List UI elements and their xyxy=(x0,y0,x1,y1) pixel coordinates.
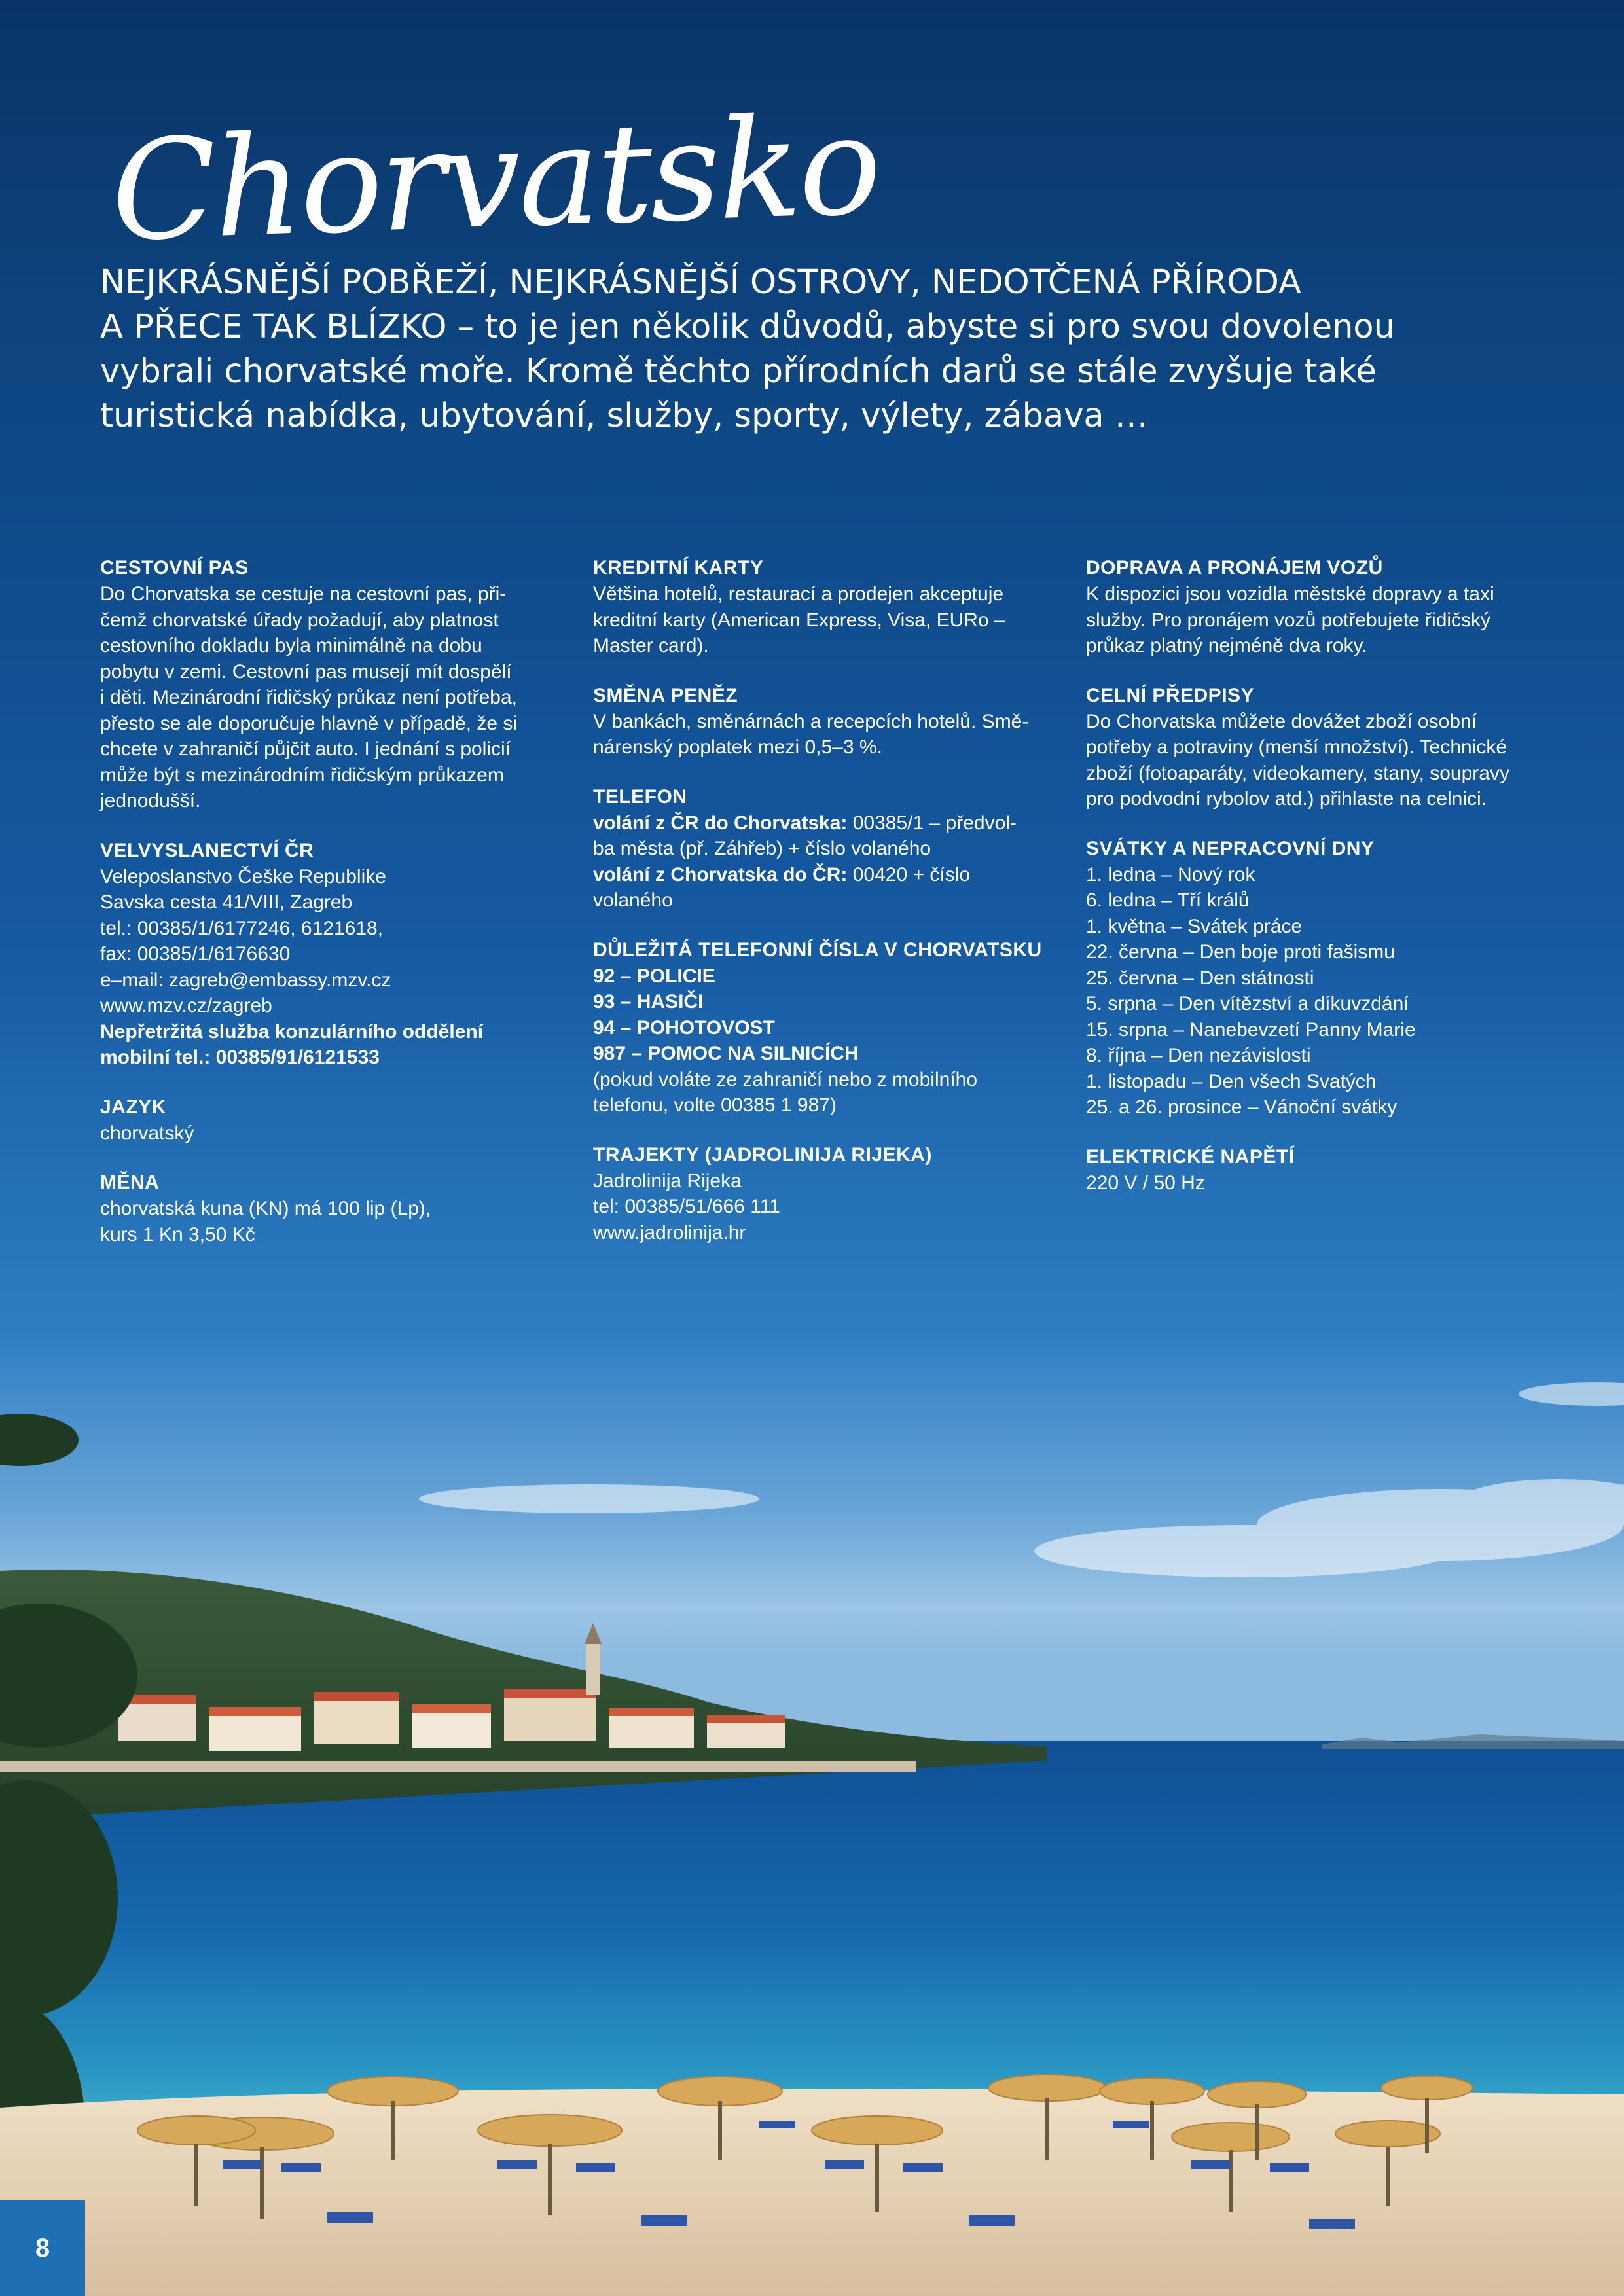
text-line: kreditní karty (American Express, Visa, EURo – xyxy=(593,609,1005,631)
lead-paragraph xyxy=(100,260,1409,439)
section-smena-penez xyxy=(593,683,1051,761)
text-line: pro podvodní rybolov atd.) přihlaste na celnici. xyxy=(1086,788,1487,810)
holiday-line: 8. října – Den nezávislosti xyxy=(1086,1045,1311,1066)
section-heading: KREDITNÍ KARTY xyxy=(593,557,764,579)
holiday-line: 15. srpna – Nanebevzetí Panny Marie xyxy=(1086,1018,1416,1041)
text-line: může být s mezinárodním řidičským průkazem xyxy=(100,764,504,786)
section-jazyk xyxy=(100,1094,558,1147)
website-text: www.jadrolinija.hr xyxy=(593,1221,746,1244)
holiday-line: 6. ledna – Tří králů xyxy=(1086,889,1250,911)
text-line: (pokud voláte ze zahraničí nebo z mobilního xyxy=(593,1068,978,1090)
text-line-bold: Nepřetržitá služba konzulárního oddělení xyxy=(100,1020,484,1043)
section-heading: MĚNA xyxy=(100,1172,160,1193)
text-span: 00385/1 – předvol- xyxy=(847,812,1017,834)
lead-line: NEJKRÁSNĚJŠÍ POBŘEŽÍ, NEJKRÁSNĚJŠÍ OSTROVY, NEDOTČENÁ PŘÍRODA xyxy=(100,263,1301,302)
section-heading: ELEKTRICKÉ NAPĚTÍ xyxy=(1086,1145,1295,1168)
text-line: potřeby a potraviny (menší množství). Technické xyxy=(1086,736,1507,758)
email-text: e–mail: zagreb@embassy.mzv.cz xyxy=(100,969,391,991)
section-heading: SMĚNA PENĚZ xyxy=(593,684,738,706)
page-number: 8 xyxy=(0,2200,85,2296)
holiday-line: 1. listopadu – Den všech Svatých xyxy=(1086,1070,1377,1092)
text-line: Do Chorvatska můžete dovážet zboží osobní xyxy=(1086,710,1477,732)
section-svatky xyxy=(1086,836,1544,1121)
section-heading: DOPRAVA A PRONÁJEM VOZŮ xyxy=(1086,557,1383,579)
text-line: zboží (fotoaparáty, videokamery, stany, soupravy xyxy=(1086,762,1509,784)
text-line xyxy=(593,862,1051,888)
lead-line: A PŘECE TAK BLÍZKO – to je jen několik důvodů, abyste si pro svou dovolenou xyxy=(100,308,1395,346)
text-line: cestovního dokladu byla minimálně na dobu xyxy=(100,635,482,656)
text-line: tel.: 00385/1/6177246, 6121618, xyxy=(100,917,384,939)
text-line: 220 V / 50 Hz xyxy=(1086,1172,1205,1194)
holiday-line: 5. srpna – Den vítězství a díkuvzdání xyxy=(1086,993,1409,1014)
text-line: tel: 00385/51/666 111 xyxy=(593,1196,780,1217)
section-heading: VELVYSLANECTVÍ ČR xyxy=(100,839,314,861)
holiday-line: 1. května – Svátek práce xyxy=(1086,915,1303,937)
section-heading: TRAJEKTY (JADROLINIJA RIJEKA) xyxy=(593,1143,932,1166)
text-line xyxy=(593,810,1051,836)
holiday-line: 1. ledna – Nový rok xyxy=(1086,863,1255,886)
text-line: pobytu v zemi. Cestovní pas musejí mít dospělí xyxy=(100,660,512,683)
text-line-bold: mobilní tel.: 00385/91/6121533 xyxy=(100,1047,380,1068)
section-celni-predpisy xyxy=(1086,683,1544,812)
emergency-number: 987 – POMOC NA SILNICÍCH xyxy=(593,1043,859,1064)
section-telefon xyxy=(593,784,1051,914)
text-line: Savska cesta 41/VIII, Zagreb xyxy=(100,891,353,913)
text-line: ba města (př. Záhřeb) + číslo volaného xyxy=(593,838,931,859)
info-column-2 xyxy=(593,555,1051,1269)
website-text: www.mzv.cz/zagreb xyxy=(100,995,272,1016)
section-velvyslanectvi xyxy=(100,838,558,1071)
lead-line: vybrali chorvatské moře. Kromě těchto přírodních darů se stále zvyšuje také xyxy=(100,352,1377,391)
section-heading: CESTOVNÍ PAS xyxy=(100,557,249,579)
text-line: kurs 1 Kn 3,50 Kč xyxy=(100,1223,255,1246)
section-napeti xyxy=(1086,1144,1544,1196)
text-line: Veleposlanstvo Češke Republike xyxy=(100,865,386,888)
section-mena xyxy=(100,1170,558,1247)
text-line: volaného xyxy=(593,889,673,911)
emergency-number: 94 – POHOTOVOST xyxy=(593,1016,775,1039)
lead-line: turistická nabídka, ubytování, služby, sporty, výlety, zábava … xyxy=(100,397,1148,435)
text-line: nárenský poplatek mezi 0,5–3 %. xyxy=(593,736,882,758)
emergency-number: 92 – POLICIE xyxy=(593,965,715,987)
text-line: přesto se ale doporučuje hlavně v případě, že si xyxy=(100,712,518,734)
info-column-3 xyxy=(1086,555,1544,1219)
section-trajekty xyxy=(593,1142,1051,1246)
text-line: služby. Pro pronájem vozů potřebujete řidičský xyxy=(1086,609,1491,631)
clouds xyxy=(419,1382,1624,1577)
emergency-number: 93 – HASIČI xyxy=(593,991,704,1013)
text-line: Master card). xyxy=(593,635,709,656)
text-bold: volání z ČR do Chorvatska: xyxy=(593,812,848,834)
text-line: fax: 00385/1/6176630 xyxy=(100,943,291,965)
info-column-1 xyxy=(100,555,558,1271)
section-kreditni-karty xyxy=(593,555,1051,659)
section-heading: TELEFON xyxy=(593,785,687,808)
holiday-line: 25. a 26. prosince – Vánoční svátky xyxy=(1086,1096,1398,1118)
section-dulezita-cisla xyxy=(593,937,1051,1119)
page-title: Chorvatsko xyxy=(109,84,882,272)
text-line: Jadrolinija Rijeka xyxy=(593,1170,742,1192)
text-line: V bankách, směnárnách a recepcích hotelů. Smě- xyxy=(593,710,1029,732)
text-line: i děti. Mezinárodní řidičský průkaz není potřeba, xyxy=(100,687,517,708)
distant-island xyxy=(1322,1734,1624,1749)
text-line: Většina hotelů, restaurací a prodejen akceptuje xyxy=(593,583,1004,605)
text-line: chcete v zahraničí půjčit auto. I jednání s policií xyxy=(100,738,511,760)
section-doprava xyxy=(1086,555,1544,659)
text-line: telefonu, volte 00385 1 987) xyxy=(593,1094,837,1116)
section-heading: SVÁTKY A NEPRACOVNÍ DNY xyxy=(1086,837,1375,859)
section-heading: JAZYK xyxy=(100,1096,166,1118)
text-line: jednodušší. xyxy=(100,790,201,812)
text-bold: volání z Chorvatska do ČR: xyxy=(593,863,848,886)
text-line: K dispozici jsou vozidla městské dopravy a taxi xyxy=(1086,583,1494,605)
section-heading: CELNÍ PŘEDPISY xyxy=(1086,684,1255,706)
holiday-line: 25. června – Den státnosti xyxy=(1086,967,1314,989)
holiday-line: 22. června – Den boje proti fašismu xyxy=(1086,941,1395,963)
text-line: průkaz platný nejméně dva roky. xyxy=(1086,635,1367,656)
text-span: 00420 + číslo xyxy=(847,863,971,886)
text-line: čemž chorvatské úřady požadují, aby platnost xyxy=(100,609,499,631)
text-line: chorvatská kuna (KN) má 100 lip (Lp), xyxy=(100,1198,431,1219)
text-line: Do Chorvatska se cestuje na cestovní pas, při- xyxy=(100,583,507,605)
text-line: chorvatský xyxy=(100,1122,194,1144)
section-heading: DŮLEŽITÁ TELEFONNÍ ČÍSLA V CHORVATSKU xyxy=(593,939,1042,961)
section-cestovni-pas xyxy=(100,555,558,814)
